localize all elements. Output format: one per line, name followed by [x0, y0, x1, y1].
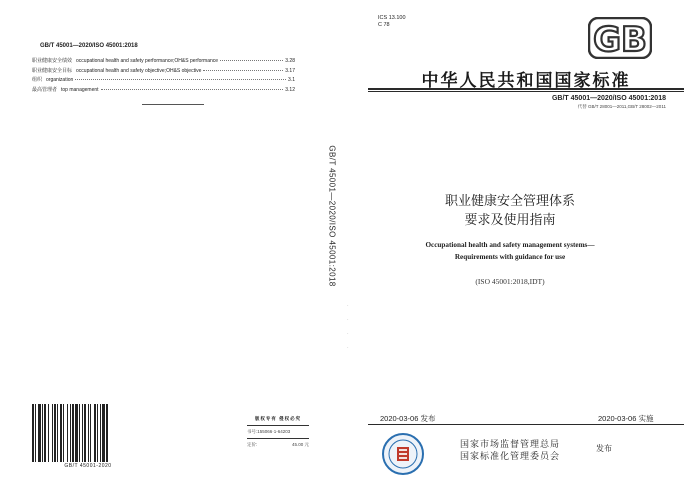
price-row: [247, 441, 309, 449]
index-term-zh: 最高管理者: [32, 86, 58, 93]
replaces-note: 代替 GB/T 28001—2011,GB/T 28002—2011: [577, 104, 666, 109]
leader-dots: [203, 70, 283, 71]
index-ref: 3.1: [288, 77, 295, 83]
price-value: 45.00 元: [291, 442, 309, 447]
barcode-number: GB/T 45001-2020: [64, 463, 112, 469]
document-title-en-line2: Requirements with guidance for use: [454, 253, 566, 261]
index-list: [32, 57, 295, 95]
index-term-zh: 职业健康安全绩效: [32, 58, 73, 64]
book-number-row: [247, 428, 309, 436]
implementation-date: 2020-03-06 实施: [598, 414, 654, 423]
book-number: 书号:155066·1-64203: [247, 429, 291, 434]
gb-logo-letters: GB: [593, 20, 647, 59]
date-rule: [368, 424, 684, 425]
back-divider: [142, 104, 204, 105]
leader-dots: [101, 89, 284, 90]
document-title-cn-line1: 职业健康安全管理体系: [444, 194, 575, 209]
index-ref: 3.28: [285, 58, 295, 64]
title-rule: [368, 88, 684, 90]
publisher-sac: 国家标准化管理委员会: [460, 452, 561, 462]
national-standard-title: 中华人民共和国国家标准: [421, 71, 631, 91]
spine-marks: · · · ·: [347, 304, 349, 351]
document-title-cn-line2: 要求及使用指南: [464, 213, 556, 228]
back-standard-number: GB/T 45001—2020/ISO 45001:2018: [40, 43, 138, 49]
ccs-code: C 78: [378, 22, 390, 28]
leader-dots: [75, 79, 286, 80]
index-term-en: occupational health and safety objective;OH&S objective: [76, 67, 202, 74]
front-standard-number: GB/T 45001—2020/ISO 45001:2018: [551, 95, 666, 102]
index-row: [32, 67, 295, 77]
index-row: [32, 76, 295, 86]
leader-dots: [220, 60, 283, 61]
publisher-samr: 国家市场监督管理总局: [460, 440, 561, 450]
index-term-en: organization: [46, 77, 74, 83]
seal-icon: [381, 432, 425, 476]
spine-standard-number: GB/T 45001—2020/ISO 45001:2018: [327, 145, 337, 287]
index-ref: 3.12: [285, 86, 295, 93]
index-term-zh: 职业健康安全目标: [32, 67, 73, 74]
index-term-en: occupational health and safety performance;OH&S performance: [76, 58, 219, 64]
issue-date: 2020-03-06 发布: [380, 414, 436, 423]
index-term-zh: 组织: [32, 77, 43, 83]
index-row: [32, 57, 295, 67]
barcode-icon: [32, 404, 144, 466]
document-title-en-line1: Occupational health and safety management systems—: [425, 241, 595, 249]
classification-codes: [378, 15, 406, 29]
ics-code: ICS 13.100: [378, 15, 406, 21]
index-row: [32, 86, 295, 96]
price-label: 定价:: [247, 442, 258, 447]
publish-label: 发布: [596, 444, 612, 453]
copyright-notice: 版权专有 侵权必究: [254, 416, 302, 421]
barcode-bar: [108, 404, 109, 462]
title-rule-thin: [368, 91, 684, 92]
divider: [247, 438, 309, 439]
divider: [247, 425, 309, 426]
gb-logo-icon: [588, 17, 652, 59]
iso-equivalence: (ISO 45001:2018,IDT): [475, 277, 545, 286]
publication-info: [247, 416, 309, 449]
index-ref: 3.17: [285, 67, 295, 74]
index-term-en: top management: [61, 86, 99, 93]
